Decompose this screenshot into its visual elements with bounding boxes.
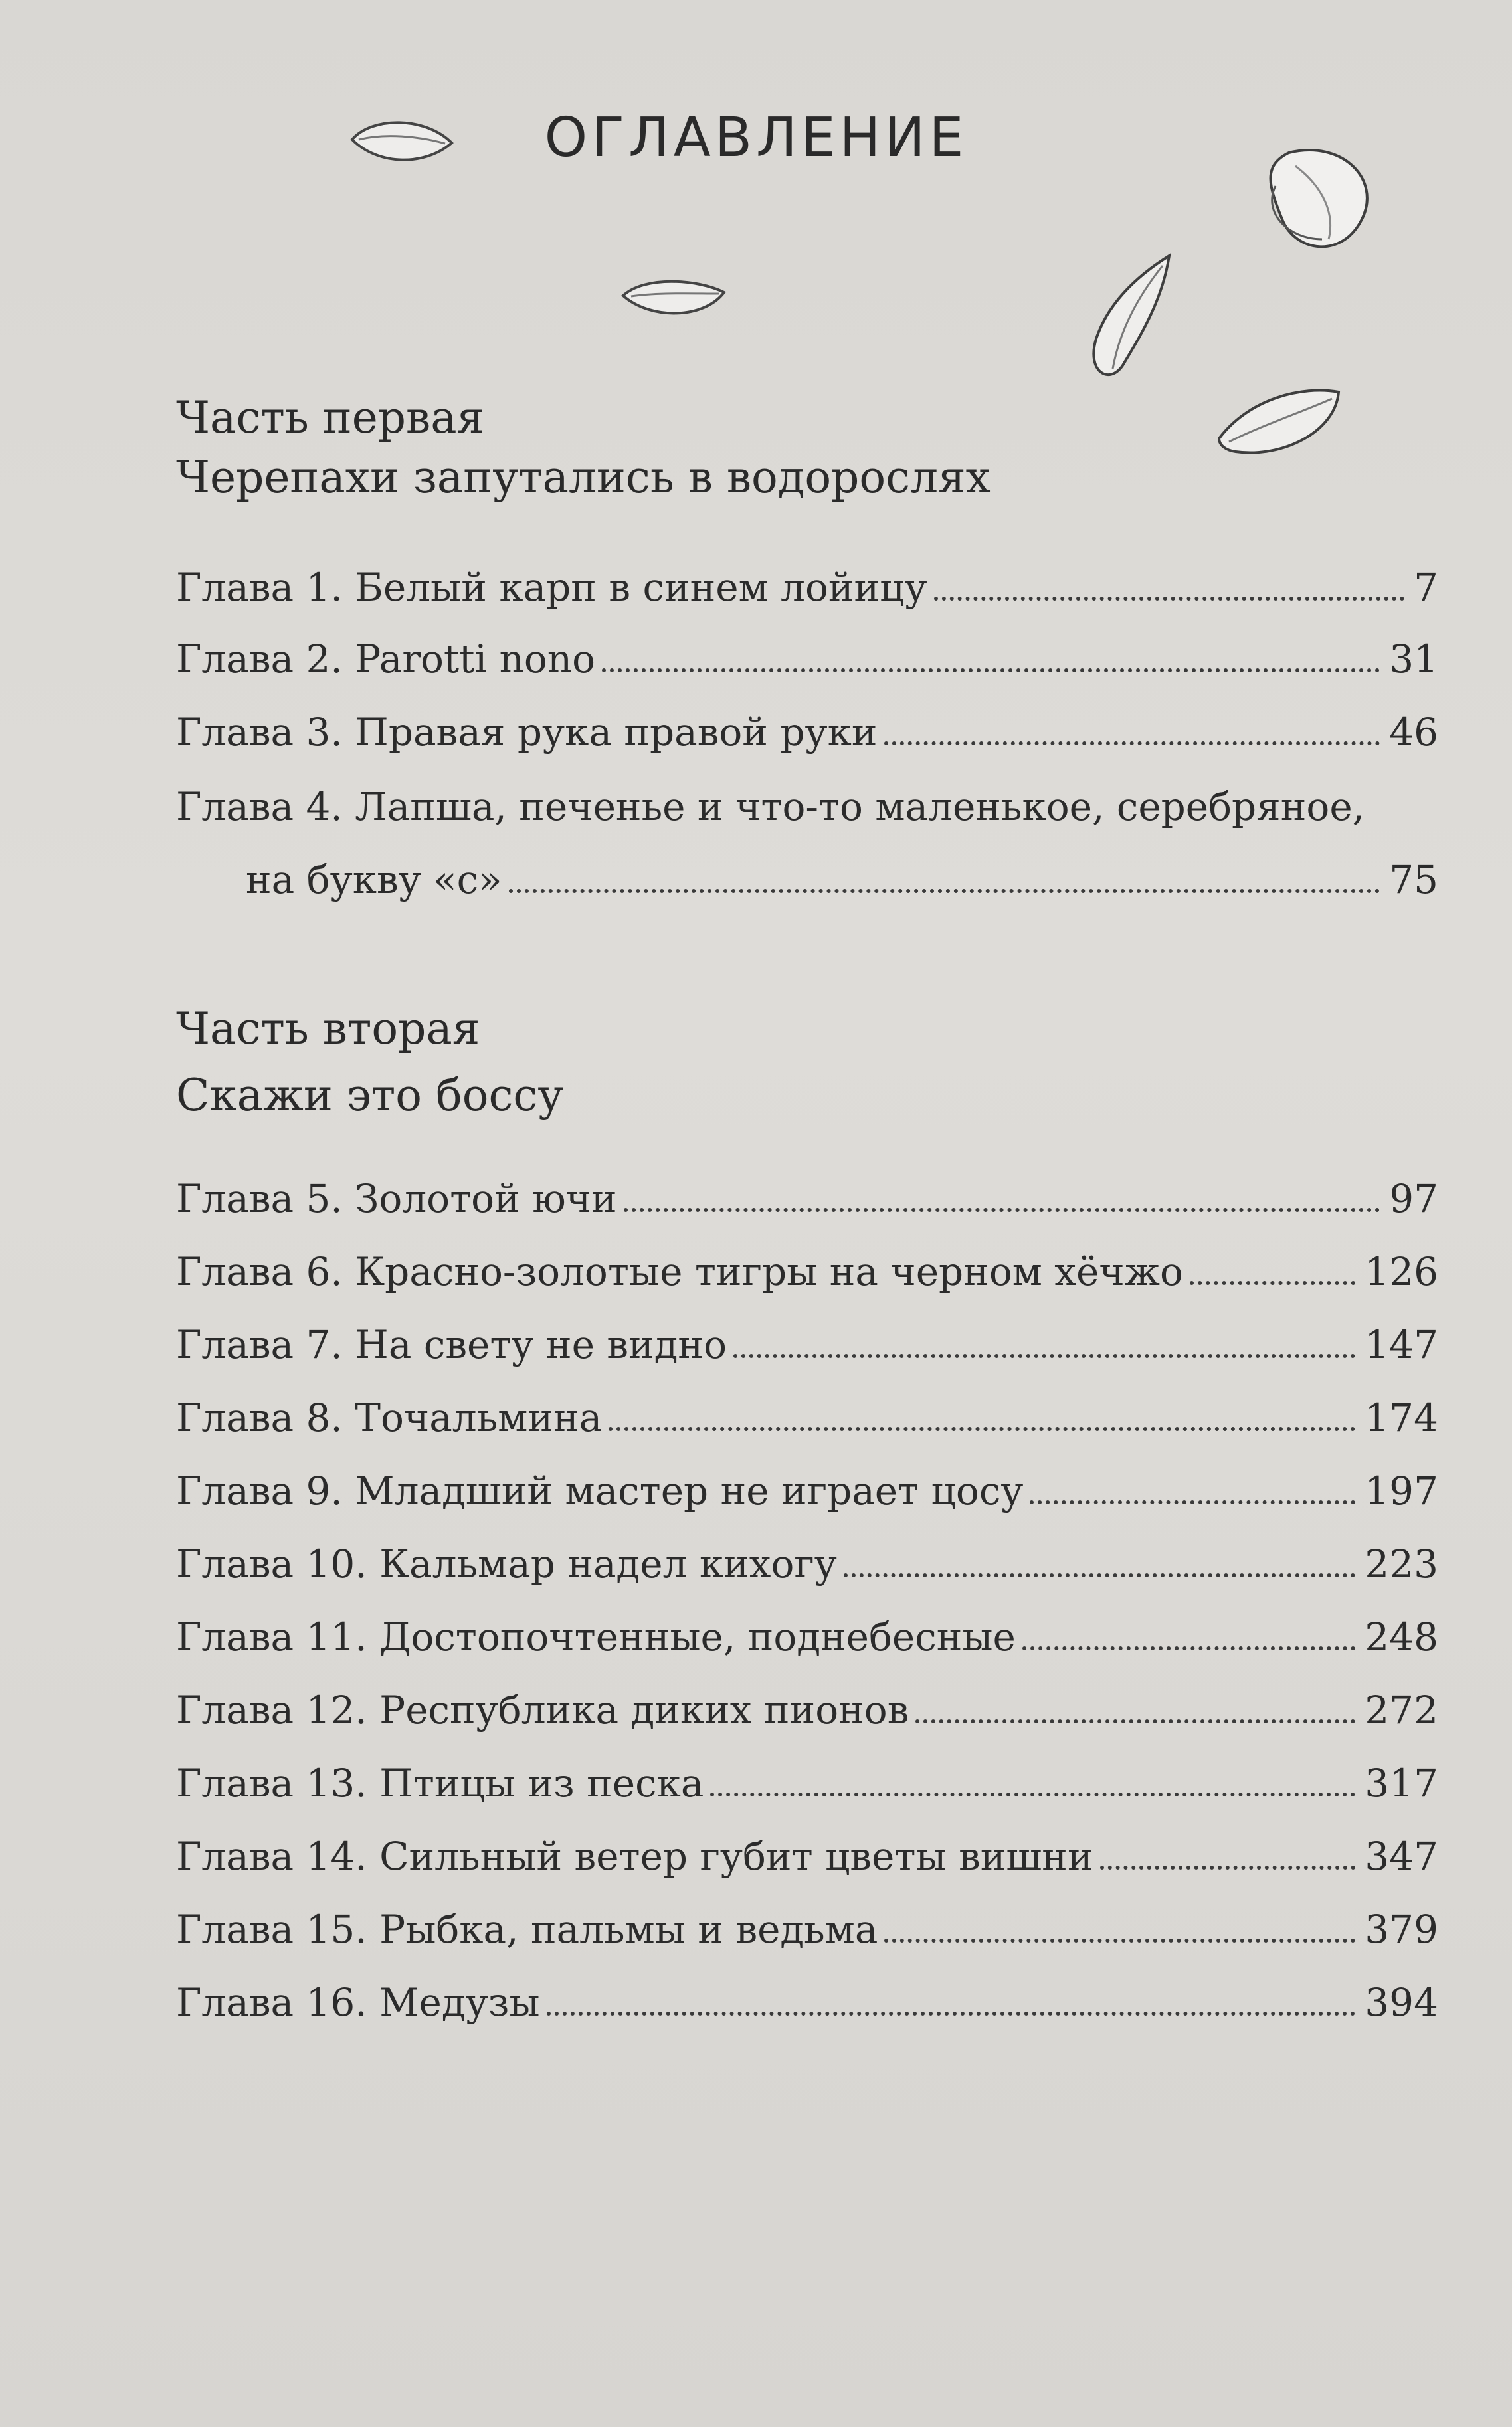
- toc-entry[interactable]: [176, 1761, 1438, 1814]
- page-number: 46: [1389, 710, 1438, 755]
- page-number: 126: [1365, 1249, 1438, 1294]
- dot-leader: [624, 1208, 1380, 1212]
- part-heading: Часть вторая: [176, 1003, 480, 1054]
- chapter-title: Глава 12. Республика диких пионов: [176, 1688, 909, 1733]
- page-number: 272: [1365, 1688, 1438, 1733]
- dot-leader: [884, 741, 1380, 745]
- part-heading: Часть первая: [176, 392, 485, 443]
- chapter-title: Глава 9. Младший мастер не играет цосу: [176, 1468, 1024, 1513]
- dot-leader: [884, 1939, 1355, 1943]
- dot-leader: [547, 2012, 1356, 2016]
- dot-leader: [733, 1354, 1355, 1358]
- toc-entry[interactable]: [176, 1614, 1438, 1668]
- page-number: 197: [1365, 1468, 1438, 1513]
- page-number: 394: [1365, 1980, 1438, 2025]
- toc-entry[interactable]: [176, 1395, 1438, 1448]
- toc-entry[interactable]: [246, 857, 1438, 910]
- chapter-title: Глава 5. Золотой ючи: [176, 1176, 617, 1221]
- page-number: 75: [1389, 857, 1438, 902]
- dot-leader: [934, 597, 1404, 601]
- chapter-title: Глава 8. Точальмина: [176, 1395, 603, 1440]
- page-number: 147: [1365, 1322, 1438, 1367]
- chapter-title: Глава 1. Белый карп в синем лойицу: [176, 565, 927, 610]
- page-number: 223: [1365, 1541, 1438, 1587]
- chapter-title: Глава 13. Птицы из песка: [176, 1761, 704, 1806]
- toc-entry[interactable]: [176, 1322, 1438, 1375]
- page-number: 317: [1365, 1761, 1438, 1806]
- toc-entry[interactable]: [176, 1834, 1438, 1887]
- chapter-title: на букву «с»: [246, 857, 502, 902]
- chapter-title: Глава 6. Красно-золотые тигры на черном хёчжо: [176, 1249, 1183, 1294]
- toc-entry[interactable]: [176, 1176, 1438, 1229]
- dot-leader: [509, 889, 1380, 893]
- page-number: 31: [1389, 636, 1438, 682]
- dot-leader: [915, 1719, 1355, 1723]
- page-number: 7: [1414, 565, 1438, 610]
- toc-entry[interactable]: [176, 1688, 1438, 1741]
- dot-leader: [609, 1427, 1355, 1431]
- part-subtitle: Скажи это боссу: [176, 1070, 564, 1121]
- chapter-title: Глава 7. На свету не видно: [176, 1322, 727, 1367]
- toc-entry[interactable]: [176, 1541, 1438, 1595]
- petal-icon: [618, 272, 731, 326]
- dot-leader: [710, 1793, 1355, 1796]
- toc-entry[interactable]: [176, 1468, 1438, 1521]
- toc-entry[interactable]: [176, 1907, 1438, 1960]
- chapter-title: Глава 11. Достопочтенные, поднебесные: [176, 1614, 1016, 1660]
- page-number: 97: [1389, 1176, 1438, 1221]
- toc-entry[interactable]: [176, 1249, 1438, 1302]
- page-number: 174: [1365, 1395, 1438, 1440]
- toc-entry[interactable]: [176, 565, 1438, 618]
- chapter-title: Глава 15. Рыбка, пальмы и ведьма: [176, 1907, 878, 1952]
- toc-entry[interactable]: [176, 1980, 1438, 2033]
- chapter-title-line1[interactable]: Глава 4. Лапша, печенье и что-то маленькое, серебряное,: [176, 784, 1365, 829]
- chapter-title: Глава 16. Медузы: [176, 1980, 540, 2025]
- dot-leader: [1100, 1866, 1356, 1870]
- petal-icon: [1209, 372, 1349, 465]
- toc-entry[interactable]: [176, 710, 1438, 763]
- part-subtitle: Черепахи запутались в водорослях: [176, 452, 991, 503]
- page-number: 379: [1365, 1907, 1438, 1952]
- page-title: ОГЛАВЛЕНИЕ: [544, 106, 968, 169]
- dot-leader: [1030, 1500, 1355, 1504]
- page-number: 248: [1365, 1614, 1438, 1660]
- toc-entry[interactable]: [176, 636, 1438, 690]
- chapter-title: Глава 3. Правая рука правой руки: [176, 710, 878, 755]
- petal-icon: [1070, 246, 1182, 392]
- page-number: 347: [1365, 1834, 1438, 1879]
- dot-leader: [844, 1573, 1355, 1577]
- dot-leader: [602, 668, 1380, 672]
- chapter-title: Глава 14. Сильный ветер губит цветы вишни: [176, 1834, 1093, 1879]
- chapter-title: Глава 2. Parotti nono: [176, 636, 596, 682]
- dot-leader: [1190, 1281, 1355, 1285]
- chapter-title: Глава 10. Кальмар надел кихогу: [176, 1541, 837, 1587]
- dot-leader: [1022, 1646, 1355, 1650]
